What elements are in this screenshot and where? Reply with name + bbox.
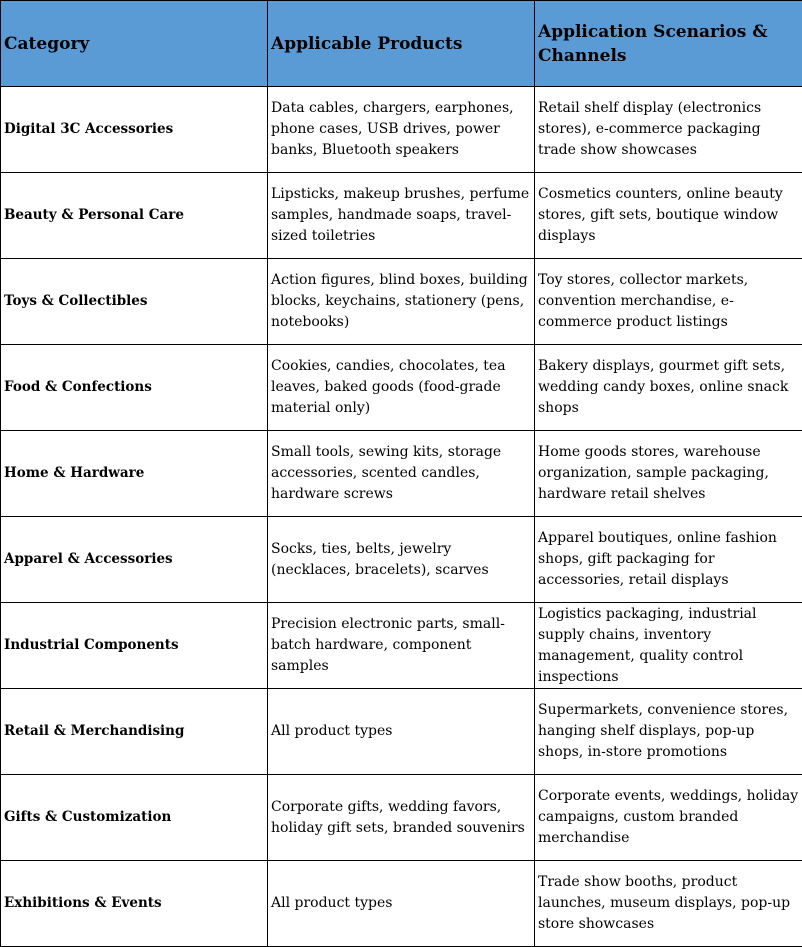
cell-products: Socks, ties, belts, jewelry (necklaces, bracelets), scarves <box>268 517 535 603</box>
cell-scenarios: Bakery displays, gourmet gift sets, wedding candy boxes, online snack shops <box>535 345 802 431</box>
cell-scenarios: Logistics packaging, industrial supply chains, inventory management, quality control inspections <box>535 603 802 689</box>
cell-category: Beauty & Personal Care <box>1 173 268 259</box>
header-row <box>1 1 802 87</box>
table-row <box>1 861 802 947</box>
cell-category: Food & Confections <box>1 345 268 431</box>
cell-scenarios: Trade show booths, product launches, museum displays, pop-up store showcases <box>535 861 802 947</box>
cell-category: Retail & Merchandising <box>1 689 268 775</box>
header-category: Category <box>1 1 268 87</box>
cell-products: Small tools, sewing kits, storage accessories, scented candles, hardware screws <box>268 431 535 517</box>
table-row <box>1 431 802 517</box>
cell-products: Cookies, candies, chocolates, tea leaves, baked goods (food-grade material only) <box>268 345 535 431</box>
cell-products: All product types <box>268 861 535 947</box>
header-scenarios: Application Scenarios & Channels <box>535 1 802 87</box>
cell-products: Precision electronic parts, small-batch hardware, component samples <box>268 603 535 689</box>
cell-category: Home & Hardware <box>1 431 268 517</box>
table-row <box>1 689 802 775</box>
cell-category: Industrial Components <box>1 603 268 689</box>
cell-scenarios: Supermarkets, convenience stores, hanging shelf displays, pop-up shops, in-store promotions <box>535 689 802 775</box>
cell-products: All product types <box>268 689 535 775</box>
header-products: Applicable Products <box>268 1 535 87</box>
cell-products: Lipsticks, makeup brushes, perfume samples, handmade soaps, travel-sized toiletries <box>268 173 535 259</box>
table-row <box>1 87 802 173</box>
table-row <box>1 517 802 603</box>
table-row <box>1 345 802 431</box>
cell-category: Exhibitions & Events <box>1 861 268 947</box>
cell-products: Action figures, blind boxes, building blocks, keychains, stationery (pens, notebooks) <box>268 259 535 345</box>
cell-scenarios: Toy stores, collector markets, convention merchandise, e-commerce product listings <box>535 259 802 345</box>
cell-category: Gifts & Customization <box>1 775 268 861</box>
cell-scenarios: Corporate events, weddings, holiday campaigns, custom branded merchandise <box>535 775 802 861</box>
cell-category: Digital 3C Accessories <box>1 87 268 173</box>
table-row <box>1 259 802 345</box>
cell-products: Data cables, chargers, earphones, phone cases, USB drives, power banks, Bluetooth speakers <box>268 87 535 173</box>
cell-category: Toys & Collectibles <box>1 259 268 345</box>
cell-scenarios: Retail shelf display (electronics stores), e-commerce packaging trade show showcases <box>535 87 802 173</box>
cell-scenarios: Apparel boutiques, online fashion shops, gift packaging for accessories, retail displays <box>535 517 802 603</box>
cell-scenarios: Home goods stores, warehouse organization, sample packaging, hardware retail shelves <box>535 431 802 517</box>
table-row <box>1 603 802 689</box>
cell-products: Corporate gifts, wedding favors, holiday gift sets, branded souvenirs <box>268 775 535 861</box>
cell-scenarios: Cosmetics counters, online beauty stores, gift sets, boutique window displays <box>535 173 802 259</box>
table-row <box>1 173 802 259</box>
cell-category: Apparel & Accessories <box>1 517 268 603</box>
table-row <box>1 775 802 861</box>
